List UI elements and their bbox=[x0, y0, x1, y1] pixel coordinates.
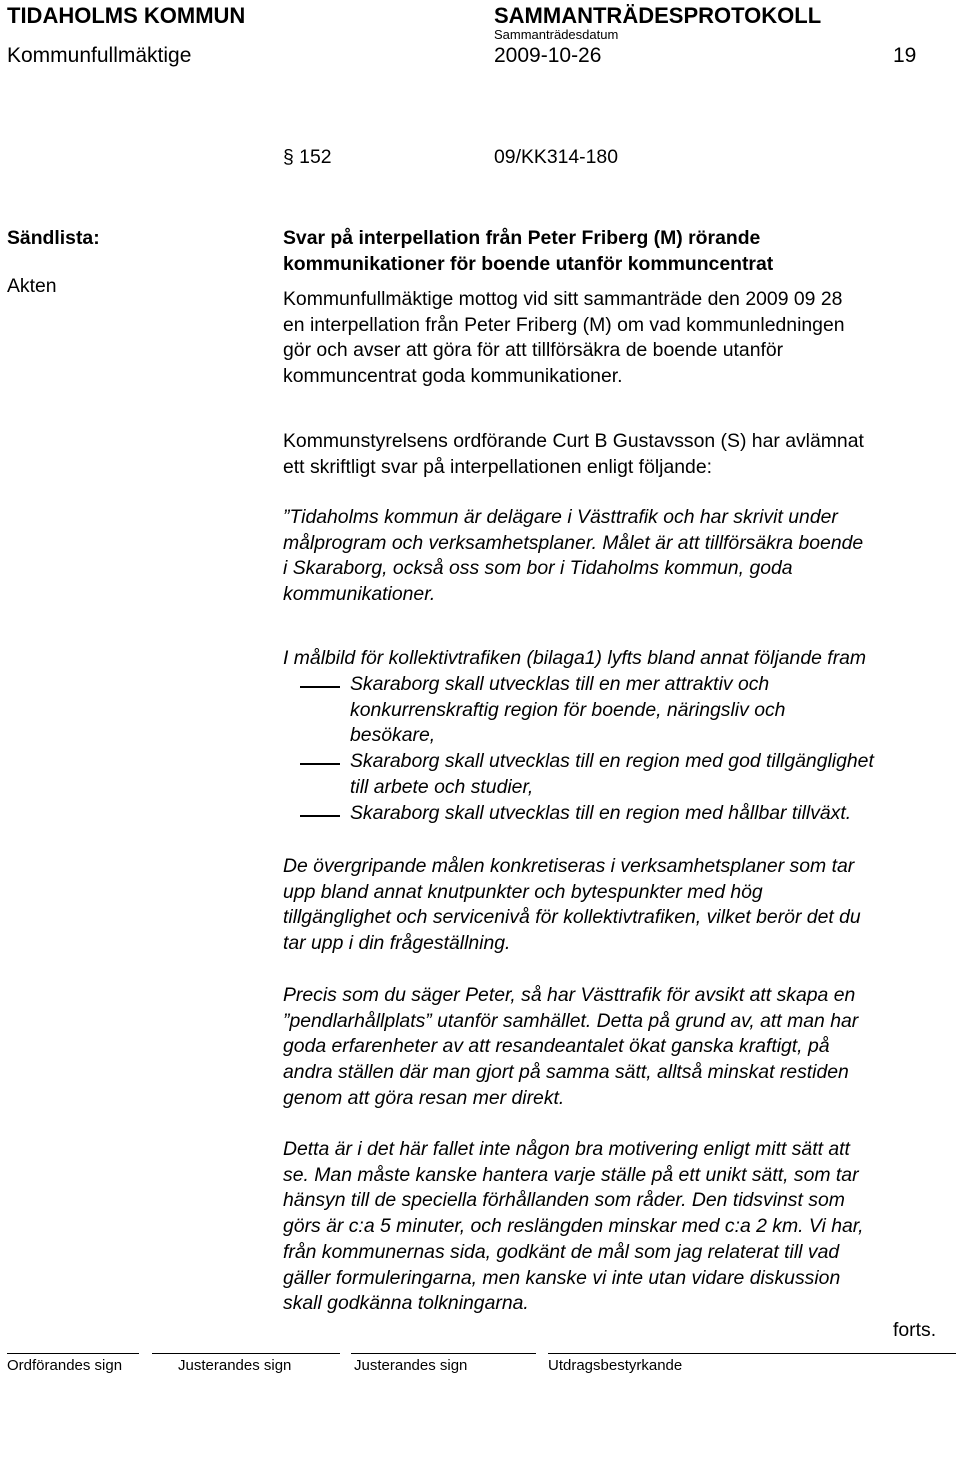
paragraph-goals-intro bbox=[283, 646, 955, 672]
signature-line bbox=[548, 1353, 956, 1354]
text-line: Kommunstyrelsens ordförande Curt B Gustavsson (S) har avlämnat bbox=[283, 430, 864, 452]
signature-line bbox=[7, 1353, 139, 1354]
text-line: Skaraborg skall utvecklas till en region med hållbar tillväxt. bbox=[350, 802, 852, 824]
text-line: besökare, bbox=[350, 724, 436, 747]
footer-chair-sign: Ordförandes sign bbox=[7, 1357, 123, 1374]
text-line: hänsyn till de speciella förhållanden som råder. Den tidsvinst som bbox=[283, 1189, 845, 1212]
text-line: gör och avser att göra för att tillförsäkra de boende utanför bbox=[283, 339, 784, 362]
paragraph-quote-start bbox=[283, 505, 955, 608]
text-line: ett skriftligt svar på interpellationen enligt följande: bbox=[283, 455, 712, 478]
text-line: goda erfarenheter av att resandeantalet ökat ganska kraftigt, på bbox=[283, 1035, 830, 1058]
text-line: Precis som du säger Peter, så har Västtrafik för avsikt att skapa en bbox=[283, 984, 856, 1006]
document-type: SAMMANTRÄDESPROTOKOLL bbox=[494, 3, 822, 28]
text-line: målprogram och verksamhetsplaner. Målet är att tillförsäkra boende bbox=[283, 531, 864, 554]
list-item bbox=[350, 672, 955, 749]
text-line: I målbild för kollektivtrafiken (bilaga1) lyfts bland annat följande fram bbox=[283, 647, 867, 669]
paragraph-intro bbox=[283, 287, 955, 390]
paragraph-motivation bbox=[283, 1137, 955, 1317]
text-line: i Skaraborg, också oss som bor i Tidaholms kommun, goda bbox=[283, 557, 793, 580]
text-line: gäller formuleringarna, men kanske vi inte utan vidare diskussion bbox=[283, 1266, 841, 1289]
text-line: kommuncentrat goda kommunikationer. bbox=[283, 365, 623, 388]
text-line: andra ställen där man gjort på samma sätt, alltså minskat restiden bbox=[283, 1061, 849, 1084]
section-number: § 152 bbox=[283, 146, 332, 168]
paragraph-answer-intro bbox=[283, 429, 955, 480]
text-line: konkurrenskraftig region för boende, näringsliv och bbox=[350, 698, 786, 721]
page-number: 19 bbox=[893, 44, 917, 67]
footer-extract-certification: Utdragsbestyrkande bbox=[548, 1357, 683, 1374]
signature-line bbox=[351, 1353, 536, 1354]
text-line: görs är c:a 5 minuter, och reslängden minskar med c:a 2 km. Vi har, bbox=[283, 1215, 864, 1238]
organization-name: TIDAHOLMS KOMMUN bbox=[7, 3, 246, 28]
meeting-date: 2009-10-26 bbox=[494, 44, 602, 67]
paragraph-commuter-stop bbox=[283, 983, 955, 1112]
continued-marker: forts. bbox=[893, 1319, 937, 1341]
text-line: en interpellation från Peter Friberg (M) om vad kommunledningen bbox=[283, 313, 845, 336]
text-line: Skaraborg skall utvecklas till en region med god tillgänglighet bbox=[350, 750, 874, 772]
text-line: Detta är i det här fallet inte någon bra motivering enligt mitt sätt att bbox=[283, 1138, 850, 1160]
list-item bbox=[350, 801, 955, 827]
sendlist-label: Sändlista: bbox=[7, 227, 100, 249]
text-line: upp bland annat knutpunkter och bytespunkter med hög bbox=[283, 880, 763, 903]
dash-bullet-icon bbox=[300, 763, 340, 765]
text-line: genom att göra resan mer direkt. bbox=[283, 1086, 565, 1109]
text-line: tar upp i din frågeställning. bbox=[283, 932, 511, 955]
text-line: skall godkänna tolkningarna. bbox=[283, 1292, 529, 1315]
title-line: Svar på interpellation från Peter Friberg (M) rörande bbox=[283, 227, 761, 249]
text-line: De övergripande målen konkretiseras i verksamhetsplaner som tar bbox=[283, 855, 855, 877]
text-line: Kommunfullmäktige mottog vid sitt sammanträde den 2009 09 28 bbox=[283, 288, 843, 310]
case-number: 09/KK314-180 bbox=[494, 146, 618, 168]
dash-bullet-icon bbox=[300, 686, 340, 688]
text-line: ”Tidaholms kommun är delägare i Västtrafik och har skrivit under bbox=[283, 506, 838, 528]
text-line: från kommunernas sida, godkänt de mål som jag relaterat till vad bbox=[283, 1240, 840, 1263]
signature-line bbox=[152, 1353, 340, 1354]
sendlist-recipient: Akten bbox=[7, 275, 57, 297]
text-line: till arbete och studier, bbox=[350, 775, 534, 798]
title-line: kommunikationer för boende utanför kommuncentrat bbox=[283, 252, 774, 275]
text-line: Skaraborg skall utvecklas till en mer attraktiv och bbox=[350, 673, 770, 695]
footer-adjuster-sign: Justerandes sign bbox=[354, 1357, 468, 1374]
body-name: Kommunfullmäktige bbox=[7, 44, 192, 67]
text-line: se. Man måste kanske hantera varje ställe på ett unikt sätt, som tar bbox=[283, 1163, 859, 1186]
dash-bullet-icon bbox=[300, 815, 340, 817]
footer-adjuster-sign: Justerandes sign bbox=[178, 1357, 292, 1374]
list-item bbox=[350, 749, 955, 800]
item-title bbox=[283, 226, 955, 277]
text-line: kommunikationer. bbox=[283, 583, 436, 606]
paragraph-plans bbox=[283, 854, 955, 957]
text-line: tillgänglighet och servicenivå för kollektivtrafiken, vilket berör det du bbox=[283, 906, 861, 929]
text-line: ”pendlarhållplats” utanför samhället. Detta på grund av, att man har bbox=[283, 1009, 859, 1032]
date-label: Sammanträdesdatum bbox=[494, 27, 619, 42]
